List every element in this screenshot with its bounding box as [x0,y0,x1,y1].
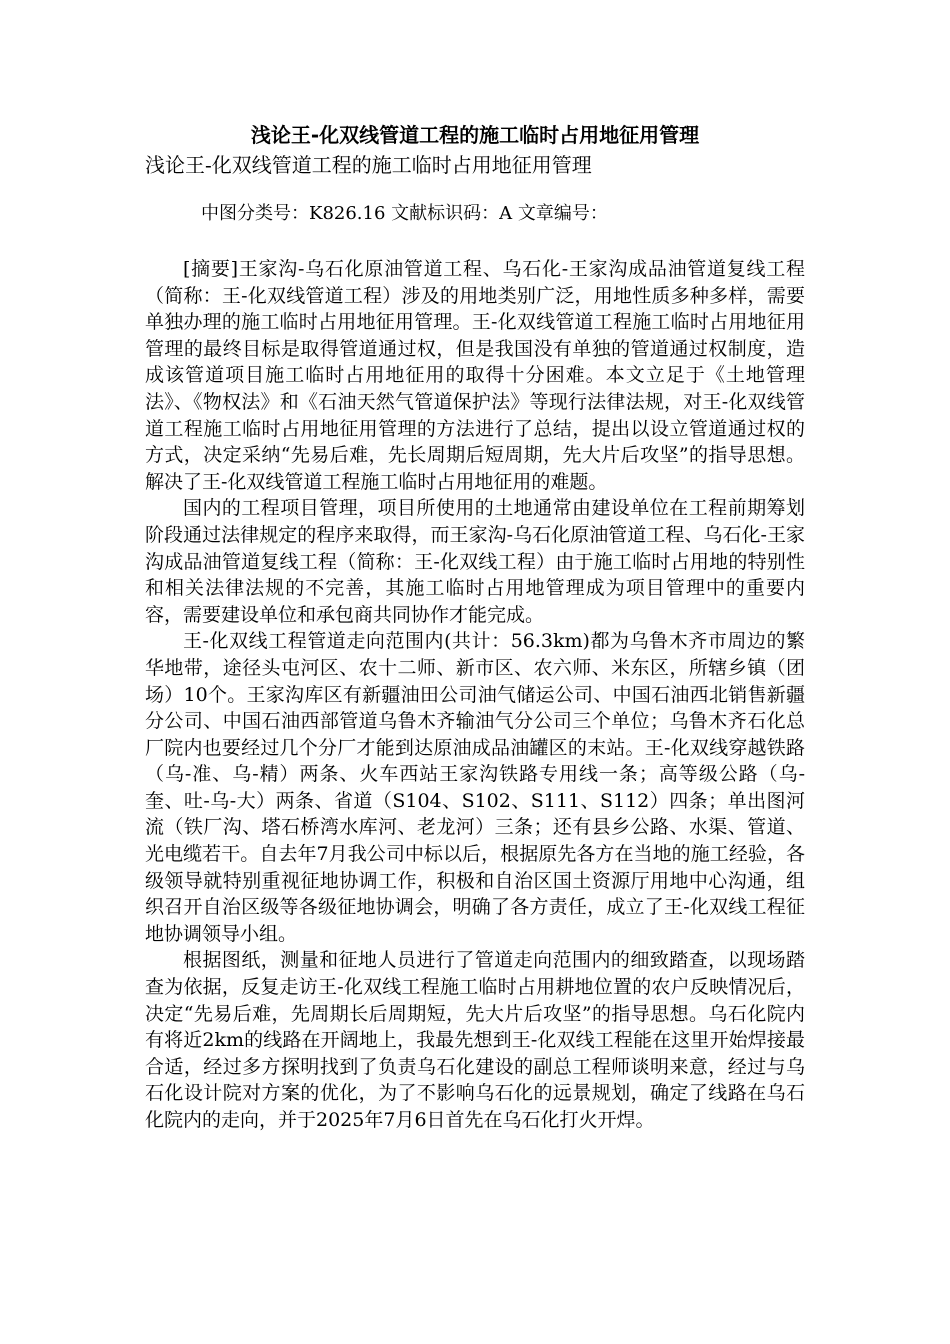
document-page [145,120,805,1134]
body-paragraph: 国内的工程项目管理，项目所使用的土地通常由建设单位在工程前期筹划阶段通过法律规定的程序来取得，而王家沟-乌石化原油管道工程、乌石化-王家沟成品油管道复线工程（简称：王-化双线工程）由于施工临时占用地的特别性和相关法律法规的不完善，其施工临时占用地管理成为项目管理中的重要内容，需要建设单位和承包商共同协作才能完成。 [145,497,805,626]
document-subtitle: 浅论王-化双线管道工程的施工临时占用地征用管理 [145,153,592,177]
body-paragraph: 王-化双线工程管道走向范围内(共计：56.3km)都为乌鲁木齐市周边的繁华地带，途径头屯河区、农十二师、新市区、农六师、米东区，所辖乡镇（团场）10个。王家沟库区有新疆油田公司油气储运公司、中国石油西北销售新疆分公司、中国石油西部管道乌鲁木齐输油气分公司三个单位；乌鲁木齐石化总厂院内也要经过几个分厂才能到达原油成品油罐区的末站。王-化双线穿越铁路（乌-准、乌-精）两条、火车西站王家沟铁路专用线一条；高等级公路（乌-奎、吐-乌-大）两条、省道（S104、S102、S111、S112）四条；单出图河流（铁厂沟、塔石桥湾水库河、老龙河）三条；还有县乡公路、水渠、管道、光电缆若干。自去年7月我公司中标以后，根据原先各方在当地的施工经验，各级领导就特别重视征地协调工作，积极和自治区国土资源厅用地中心沟通，组织召开自治区级等各级征地协调会，明确了各方责任，成立了王-化双线工程征地协调领导小组。 [145,630,805,945]
body-paragraph: 根据图纸，测量和征地人员进行了管道走向范围内的细致踏查，以现场踏查为依据，反复走访王-化双线工程施工临时占用耕地位置的农户反映情况后，决定“先易后难，先周期长后周期短，先大片后攻坚”的指导思想。乌石化院内有将近2km的线路在开阔地上，我最先想到王-化双线工程能在这里开始焊接最合适，经过多方探明找到了负责乌石化建设的副总工程师谈明来意，经过与乌石化设计院对方案的优化，为了不影响乌石化的远景规划，确定了线路在乌石化院内的走向，并于2025年7月6日首先在乌石化打火开焊。 [145,949,805,1131]
document-title: 浅论王-化双线管道工程的施工临时占用地征用管理 [250,123,700,147]
classification-line: 中图分类号：K826.16 文献标识码：A 文章编号： [201,203,608,224]
abstract-paragraph: [摘要]王家沟-乌石化原油管道工程、乌石化-王家沟成品油管道复线工程（简称：王-化双线管道工程）涉及的用地类别广泛，用地性质多种多样，需要单独办理的施工临时占用地征用管理。王-化双线管道工程施工临时占用地征用管理的最终目标是取得管道通过权，但是我国没有单独的管道通过权制度，造成该管道项目施工临时占用地征用的取得十分困难。本文立足于《土地管理法》、《物权法》和《石油天然气管道保护法》等现行法律法规，对王-化双线管道工程施工临时占用地征用管理的方法进行了总结，提出以设立管道通过权的方式，决定采纳“先易后难，先长周期后短周期，先大片后攻坚”的指导思想。解决了王-化双线管道工程施工临时占用地征用的难题。 [145,258,805,493]
